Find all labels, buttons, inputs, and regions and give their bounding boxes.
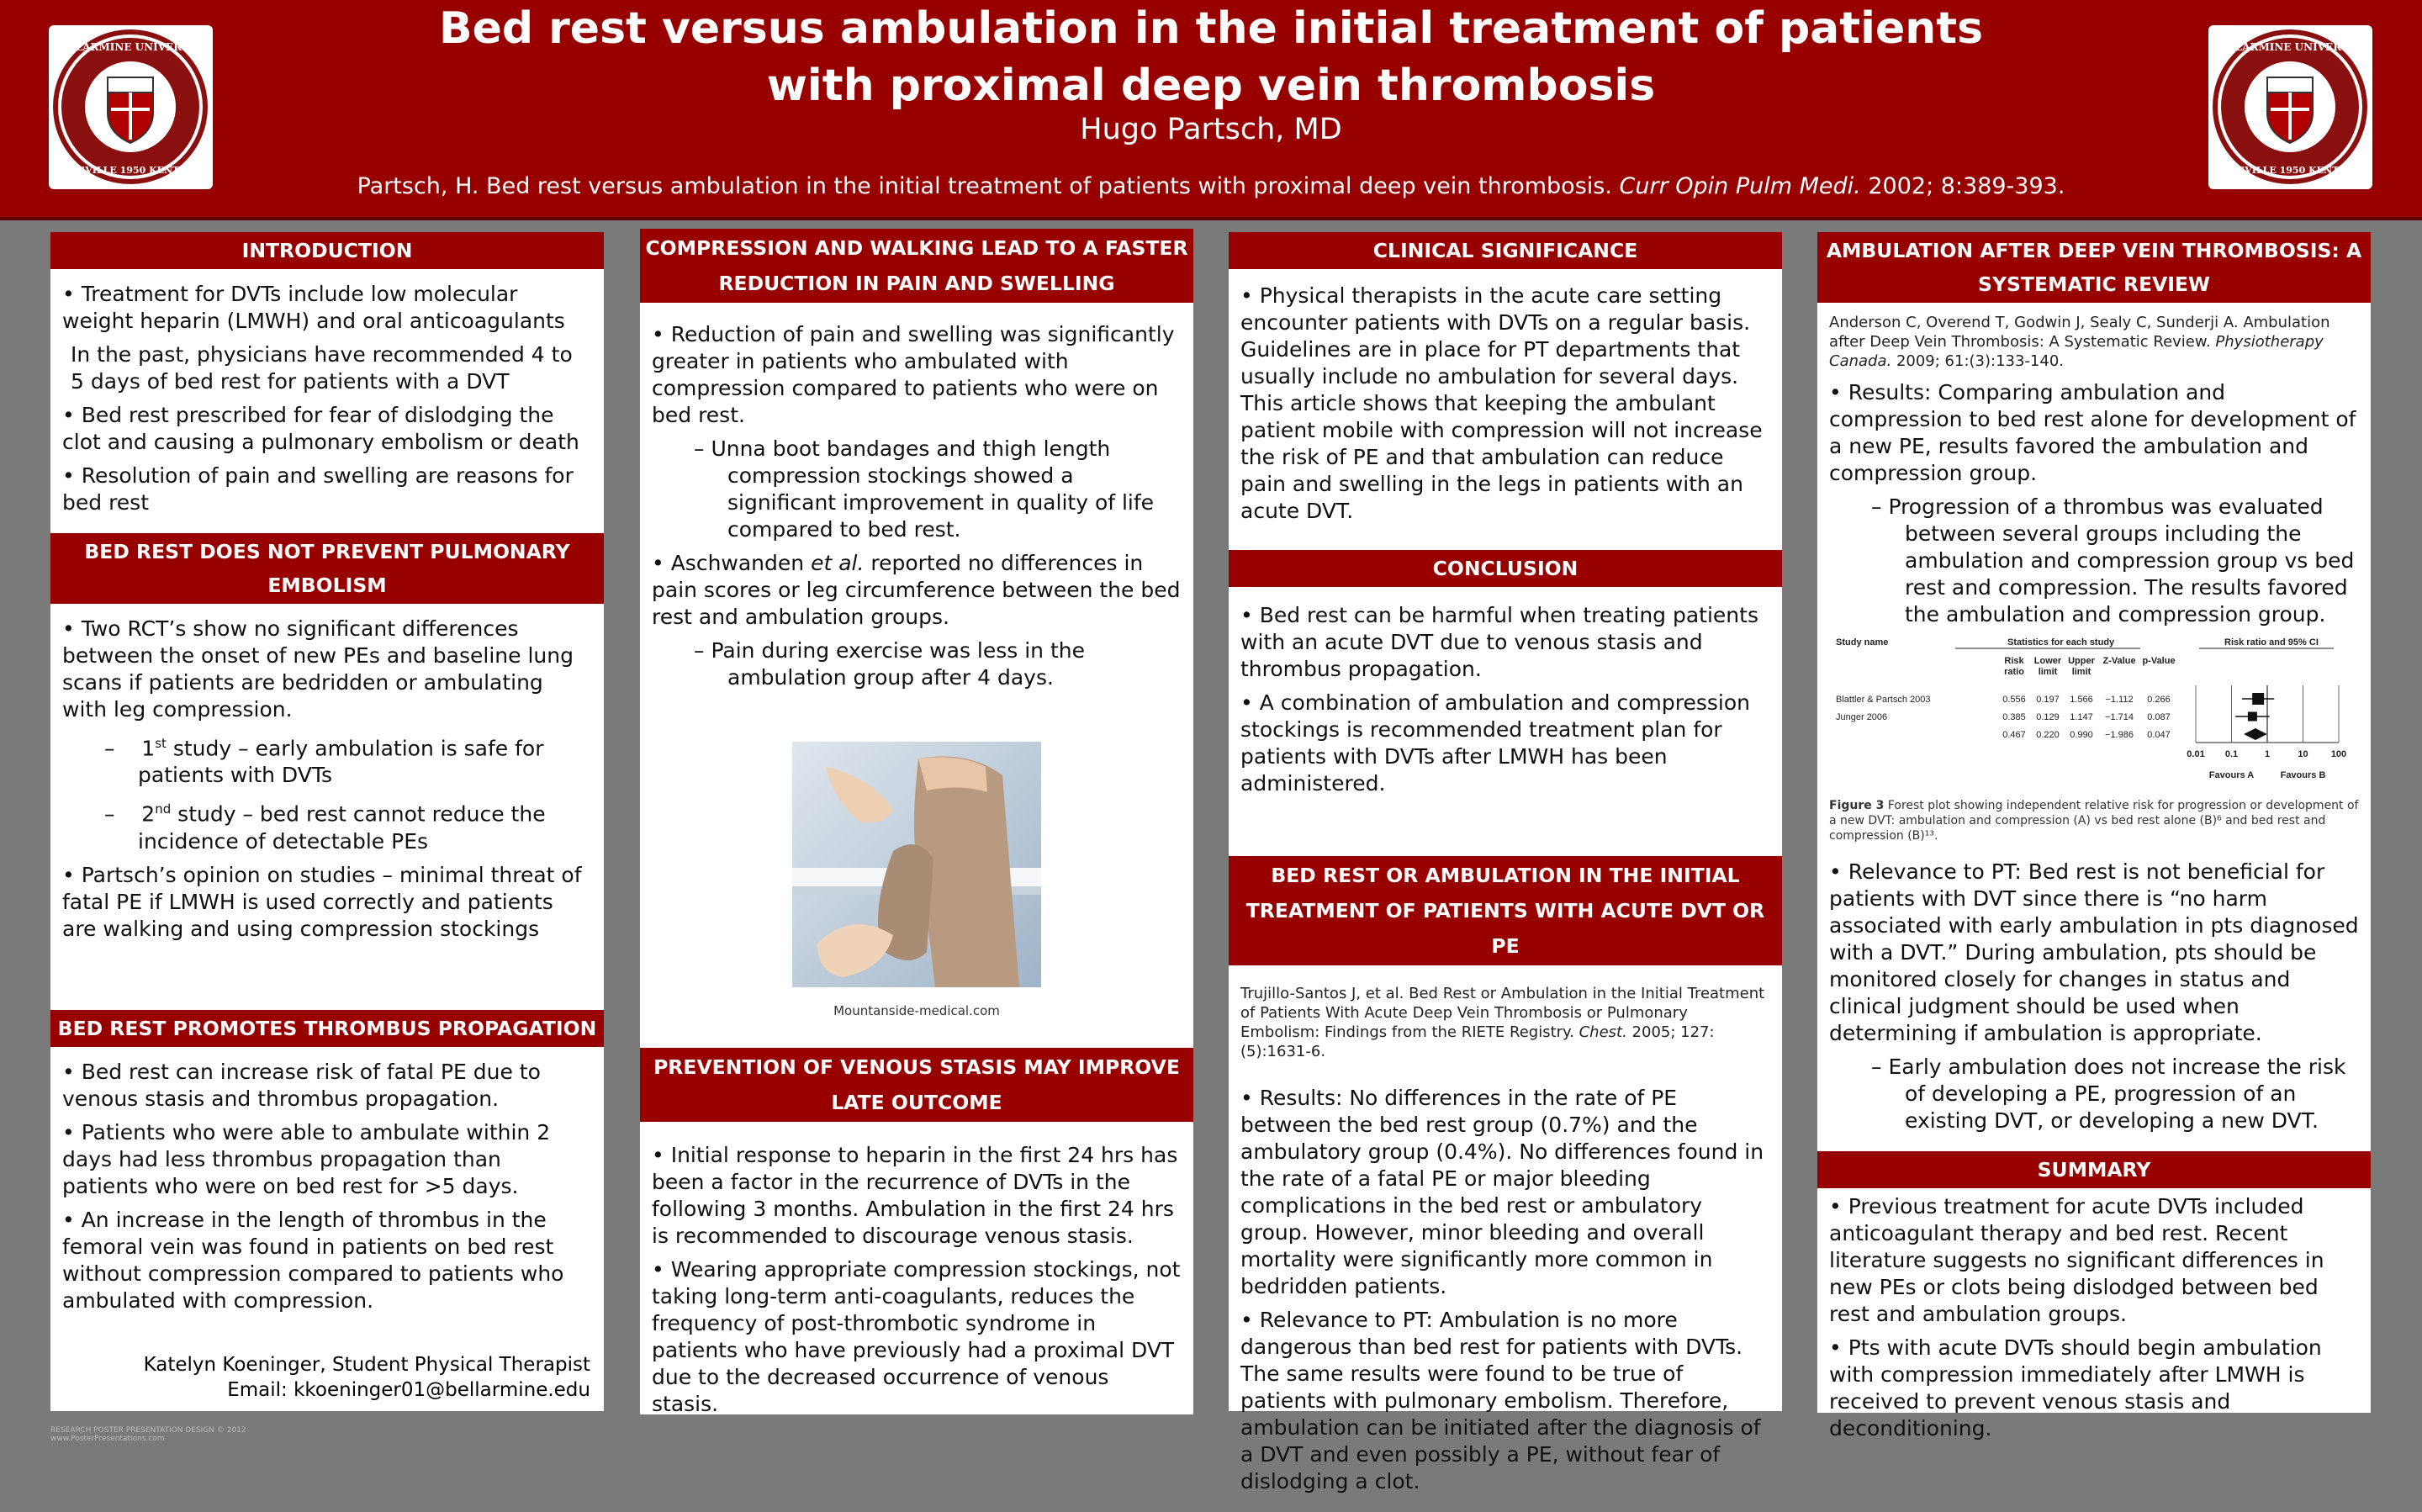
contact-info [144,1352,597,1403]
forest-cell: 0.467 [2002,730,2026,740]
citation-main: Partsch, H. Bed rest versus ambulation in the initial treatment of patients with proximal deep vein thrombosis. [357,173,1612,199]
section-bed-rest-or-ambulation [1229,965,1782,1512]
contact-name: Katelyn Koeninger, Student Physical Therapist [143,1354,590,1376]
sub-bullet: – Early ambulation does not increase the risk of developing a PE, progression of an existing DVT, or developing a new DVT. [1871,1055,2346,1133]
logo-text-bottom: LOUISVILLE 1950 KENTUCKY [2211,165,2369,176]
forest-header-stats: Statistics for each study [2007,637,2115,648]
forest-point [2252,693,2264,705]
sub-bullet: – Progression of a thrombus was evaluated between several groups including the ambulation and compression group vs bed rest and compression. The results favored the ambulation and compression group. [1871,494,2355,626]
section-title-bed-rest-or-ambulation: BED REST OR AMBULATION IN THE INITIAL TREATMENT OF PATIENTS WITH ACUTE DVT OR PE [1229,856,1782,965]
forest-cell: 0.266 [2147,695,2171,705]
sub-bullet: – 1st study – early ambulation is safe for patients with DVTs [104,736,544,788]
header-divider [0,217,2422,220]
section-venous-stasis [640,1122,1193,1435]
reference: Trujillo-Santos J, et al. Bed Rest or Ambulation in the Initial Treatment of Patients With Acute Deep Vein Thrombosis or Pulmonary Embolism: Findings from the RIETE Registry. Chest. 2005; 127:(5):1631-6. [1240,985,1765,1060]
section-introduction [50,269,604,533]
paragraph: • Results: Comparing ambulation and compression to bed rest alone for development of a new PE, results favored the ambulation and compression group. [1829,380,2356,485]
paragraph: • Results: No differences in the rate of PE between the bed rest group (0.7%) and the ambulatory group (0.4%). No differences found in the rate of a fatal PE or major bleeding complications in the bed rest or ambulatory group. However, minor bleeding and overall mortality were significantly more common in bedridden patients. [1240,1086,1764,1298]
forest-tick-label: 100 [2330,749,2347,759]
forest-tick-label: 1 [2264,749,2271,759]
forest-cell: 0.556 [2002,695,2026,705]
forest-cell: −1.714 [2105,712,2134,722]
forest-cell: 1.566 [2070,695,2093,705]
forest-cell: 0.385 [2002,712,2026,722]
paragraph: • Bed rest prescribed for fear of dislodging the clot and causing a pulmonary embolism or death [62,403,579,454]
logo-text-top: BELLARMINE UNIVERSITY [2212,41,2368,53]
poster-footer [50,1426,246,1443]
section-thrombus-propagation [50,1047,604,1331]
sub-bullet: – Pain during exercise was less in the ambulation group after 4 days. [694,638,1086,690]
section-title-introduction: INTRODUCTION [50,232,604,269]
compression-stocking-photo [792,742,1041,987]
paragraph: • Partsch’s opinion on studies – minimal threat of fatal PE if LMWH is used correctly and patients are walking and using compression stockings [62,862,582,941]
forest-column-header: Upper limit [2068,656,2095,677]
forest-tick-label: 0.1 [2224,749,2239,759]
section-title-pulmonary-embolism: BED REST DOES NOT PREVENT PULMONARY EMBOLISM [50,533,604,604]
logo-text-bottom: LOUISVILLE 1950 KENTUCKY [51,165,209,176]
title-line-1: Bed rest versus ambulation in the initial treatment of patients [438,3,1984,54]
column-1 [50,232,604,1411]
section-title-compression-walking: COMPRESSION AND WALKING LEAD TO A FASTER REDUCTION IN PAIN AND SWELLING [640,229,1193,303]
paragraph: • Relevance to PT: Ambulation is no more dangerous than bed rest for patients with DVTs. The same results were found to be true of patients with pulmonary embolism. Therefore, ambulation can be initiated after the diagnosis of a DVT and even possibly a PE, without fear of dislodging a clot. [1240,1308,1761,1493]
title-line-2: with proximal deep vein thrombosis [766,61,1656,111]
paragraph: • A combination of ambulation and compression stockings is recommended treatment plan for patients with DVTs after LMWH has been administered. [1240,690,1750,796]
author: Hugo Partsch, MD [1080,113,1342,146]
column-2 [640,229,1193,1414]
sub-bullet: – Unna boot bandages and thigh length compression stockings showed a significant improvement in quality of life compared to bed rest. [694,436,1155,542]
section-compression-walking [640,303,1193,1039]
poster-title [353,0,2069,114]
figure-caption: Figure 3 Forest plot showing independent relative risk for progression or development of a new DVT: ambulation and compression (A) vs bed rest alone (B)⁶ and bed rest and compression (B)¹³. [1829,799,2359,843]
reference: Anderson C, Overend T, Godwin J, Sealy C, Sunderji A. Ambulation after Deep Vein Thrombosis: A Systematic Review. Physiotherapy Canada. 2009; 61:(3):133-140. [1829,314,2330,370]
forest-cell: −1.986 [2105,730,2134,740]
section-title-conclusion: CONCLUSION [1229,550,1782,587]
section-title-systematic-review: AMBULATION AFTER DEEP VEIN THROMBOSIS: A SYSTEMATIC REVIEW [1817,232,2371,303]
forest-favours-left: Favours A [2208,770,2255,780]
university-logo-right [2208,25,2372,189]
section-clinical-significance [1229,269,1782,542]
paragraph: In the past, physicians have recommended 4 to 5 days of bed rest for patients with a DVT [71,342,573,394]
citation [168,173,2254,199]
column-3 [1229,232,1782,1493]
paragraph: • Reduction of pain and swelling was significantly greater in patients who ambulated with compression compared to patients who were on bed rest. [652,322,1175,427]
section-summary [1817,1188,2371,1459]
paragraph: • Previous treatment for acute DVTs included anticoagulant therapy and bed rest. Recent literature suggests no significant differences in new PEs or clots being dislodged between bed rest and ambulation groups. [1829,1194,2324,1326]
logo-text-top: BELLARMINE UNIVERSITY [52,41,209,53]
footer-line-1: RESEARCH POSTER PRESENTATION DESIGN © 2012 [50,1426,246,1435]
section-title-summary: SUMMARY [1817,1151,2371,1188]
university-logo-left [49,25,213,189]
forest-cell: −1.112 [2105,695,2134,705]
seal-icon [2208,25,2372,189]
paragraph: • Wearing appropriate compression stockings, not taking long-term anti-coagulants, reduces the frequency of post-thrombotic syndrome in patients who have previously had a proximal DVT due to the decreased occurrence of venous stasis. [652,1257,1181,1416]
section-systematic-review [1817,303,2371,1151]
forest-plot [1829,635,2359,795]
paragraph: • Initial response to heparin in the first 24 hrs has been a factor in the recurrence of DVTs in the following 3 months. Ambulation in the first 24 hrs is recommended to discourage venous stasis. [652,1143,1178,1248]
section-title-clinical-significance: CLINICAL SIGNIFICANCE [1229,232,1782,269]
forest-column-header: p-Value [2142,656,2176,666]
forest-column-header: Z-Value [2102,656,2136,666]
photo-credit: Mountanside-medical.com [833,1003,1000,1018]
forest-header-study: Study name [1836,637,1889,648]
paragraph: • Patients who were able to ambulate within 2 days had less thrombus propagation than patients who were on bed rest for >5 days. [62,1119,551,1198]
paragraph: • Resolution of pain and swelling are reasons for bed rest [62,463,574,515]
forest-cell: 0.990 [2070,730,2093,740]
section-title-venous-stasis: PREVENTION OF VENOUS STASIS MAY IMPROVE LATE OUTCOME [640,1048,1193,1122]
citation-tail: 2002; 8:389-393. [1868,173,2065,199]
poster-header [0,0,2422,220]
paragraph: • Physical therapists in the acute care setting encounter patients with DVTs on a regular basis. Guidelines are in place for PT departments that usually include no ambulation for several days. This article shows that keeping the ambulant patient mobile with compression will not increase the risk of PE and that ambulation can reduce pain and swelling in the legs in patients with an acute DVT. [1240,283,1763,523]
forest-cell: 0.129 [2036,712,2060,722]
forest-tick-label: 10 [2298,749,2308,759]
forest-cell: 0.220 [2036,730,2060,740]
forest-point [2248,712,2257,722]
paragraph: • Pts with acute DVTs should begin ambulation with compression immediately after LMWH is received to prevent venous stasis and deconditioning. [1829,1335,2322,1441]
forest-cell: 1.147 [2070,712,2093,722]
section-pulmonary-embolism [50,604,604,960]
forest-cell: 0.047 [2147,730,2171,740]
forest-tick-label: 0.01 [2187,749,2205,759]
forest-cell: 0.197 [2036,695,2060,705]
section-conclusion [1229,587,1782,814]
forest-study-name: Junger 2006 [1836,712,1888,722]
paragraph: • Aschwanden et al. reported no differences in pain scores or leg circumference between the bed rest and ambulation groups. [652,551,1181,629]
paragraph: • Treatment for DVTs include low molecular weight heparin (LMWH) and oral anticoagulants [62,282,565,333]
column-4 [1817,232,2371,1441]
seal-icon [49,25,213,189]
forest-column-header: Lower limit [2033,656,2062,677]
section-title-thrombus-propagation: BED REST PROMOTES THROMBUS PROPAGATION [50,1010,604,1047]
forest-summary-diamond [2244,728,2267,740]
citation-journal: Curr Opin Pulm Medi. [1619,173,1861,199]
paragraph: • Bed rest can be harmful when treating patients with an acute DVT due to venous stasis and thrombus propagation. [1240,603,1758,681]
paragraph: • An increase in the length of thrombus in the femoral vein was found in patients on bed rest without compression compared to patients who ambulated with compression. [62,1207,564,1313]
paragraph: • Bed rest can increase risk of fatal PE due to venous stasis and thrombus propagation. [62,1059,541,1111]
forest-column-header: Risk ratio [2004,656,2024,677]
footer-link[interactable]: www.PosterPresentations.com [50,1435,165,1443]
sub-bullet: – 2nd study – bed rest cannot reduce the incidence of detectable PEs [104,801,546,854]
contact-email[interactable]: Email: kkoeninger01@bellarmine.edu [227,1379,590,1401]
paragraph: • Two RCT’s show no significant differences between the onset of new PEs and baseline lung scans if patients are bedridden or ambulating with leg compression. [62,616,574,722]
paragraph: • Relevance to PT: Bed rest is not beneficial for patients with DVT since there is “no harm associated with early ambulation in pts diagnosed with a DVT.” During ambulation, pts should be monitored closely for changes in status and clinical judgment should be used when determining if ambulation is appropriate. [1829,859,2359,1045]
forest-cell: 0.087 [2147,712,2171,722]
forest-study-name: Blattler & Partsch 2003 [1836,695,1931,705]
forest-favours-right: Favours B [2280,770,2326,780]
forest-header-plot: Risk ratio and 95% CI [2224,637,2319,648]
